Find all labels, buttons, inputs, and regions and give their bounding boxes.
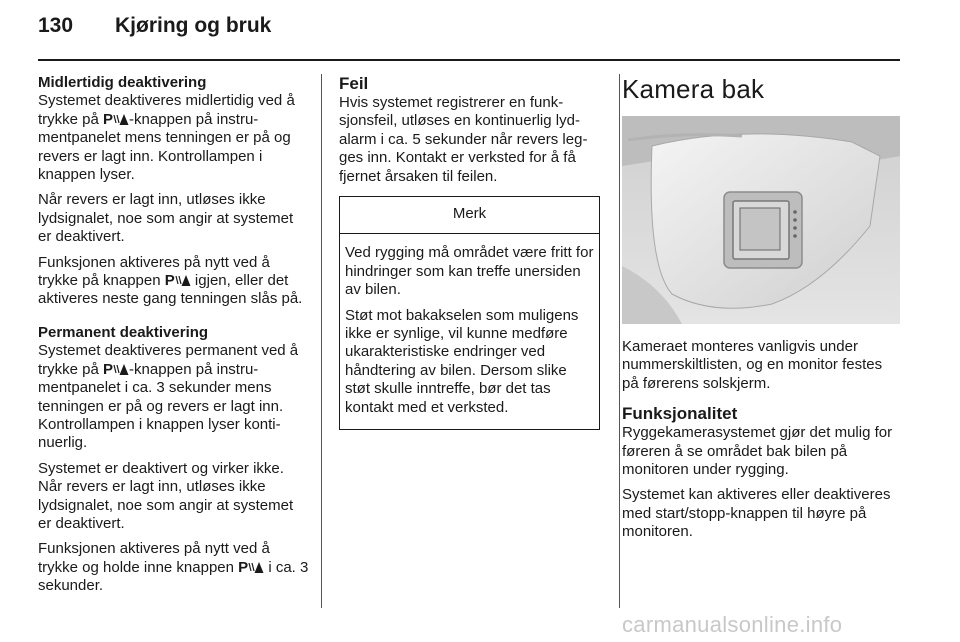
note-title: Merk (340, 197, 599, 234)
paragraph: Systemet er deaktivert og virker ikke. Når revers er lagt inn, utløses ikke lydsignalet, noe som angir at systemet er deaktivert. (38, 459, 294, 532)
fault-paragraph: Hvis systemet registrerer en funksjonsfeil, utløses en kontinuerlig lydalarm i ca. 5 sekunder når revers legges inn. Kontakt er verksted for å få fjernet årsaken til feilen. (339, 94, 588, 185)
park-assist-icon (113, 113, 129, 126)
note-body (340, 234, 599, 429)
park-assist-icon (175, 274, 191, 287)
paragraph: Funksjonen aktiveres på nytt ved å trykke på knappen P igjen, eller det aktiveres neste gang tenningen slås på. (38, 253, 303, 308)
page-number: 130 (38, 14, 74, 37)
paragraph: Systemet deaktiveres midlertidig ved å trykke på P -knappen på instrumentpanelet mens tenningen er på og revers er lagt inn. Kontrollampen i knappen lyser. (38, 92, 295, 184)
paragraph: Når revers er lagt inn, utløses ikke lydsignalet, noe som angir at systemet er deaktivert. (38, 191, 294, 246)
rear-camera-paragraph: Kameraet monteres vanligvis under nummerskiltlisten, og en monitor festes på førerens solskjerm. (622, 338, 883, 392)
column-3 (622, 74, 902, 549)
park-assist-button-symbol: P (165, 272, 191, 289)
note-paragraph: Ved rygging må området være fritt for hindringer som kan treffe unersiden av bilen. (345, 244, 594, 299)
permanent-deactivation-heading: Permanent deaktivering (38, 323, 209, 341)
paragraph: Funksjonen aktiveres på nytt ved å trykke og holde inne knappen P i ca. 3 sekunder. (38, 540, 309, 595)
section-permanent-deactivation (38, 324, 310, 596)
park-assist-button-symbol: P (103, 111, 129, 128)
column-2 (339, 74, 601, 430)
park-assist-icon (248, 561, 264, 574)
header-rule (38, 59, 900, 61)
paragraph: Systemet deaktiveres permanent ved å trykke på P -knappen på instrumentpanelet i ca. 3 sekunder mens tenningen er på og revers er lagt inn. Kontrollampen i knappen lyser kontinuerlig. (38, 342, 299, 452)
paragraph: Ryggekamerasystemet gjør det mulig for føreren å se området bak bilen på monitoren under rygging. (622, 424, 893, 479)
column-divider-2 (619, 74, 620, 608)
sun-visor-monitor-illustration (622, 116, 900, 324)
chapter-title: Kjøring og bruk (115, 14, 272, 37)
column-divider-1 (321, 74, 322, 608)
park-assist-button-symbol: P (238, 559, 264, 576)
functionality-heading: Funksjonalitet (622, 404, 738, 424)
park-assist-icon (113, 363, 129, 376)
section-temporary-deactivation (38, 74, 310, 309)
paragraph: Systemet kan aktiveres eller deaktiveres med start/stopp-knappen til høyre på monitoren. (622, 486, 891, 541)
column-1 (38, 74, 310, 603)
fault-heading: Feil (339, 74, 369, 93)
rear-camera-heading: Kamera bak (622, 74, 765, 104)
note-paragraph: Støt mot bakakselen som muligens ikke er synlige, vil kunne medføre ukarakteristiske endringer ved håndtering av bilen. Dersom slike støt skulle inntreffe, bør det tas kontakt med et verksted. (345, 306, 579, 416)
illustration-svg (622, 116, 900, 324)
park-assist-button-symbol: P (103, 361, 129, 378)
temporary-deactivation-heading: Midlertidig deaktivering (38, 74, 207, 91)
watermark: carmanualsonline.info (622, 612, 843, 637)
note-box (339, 196, 600, 430)
